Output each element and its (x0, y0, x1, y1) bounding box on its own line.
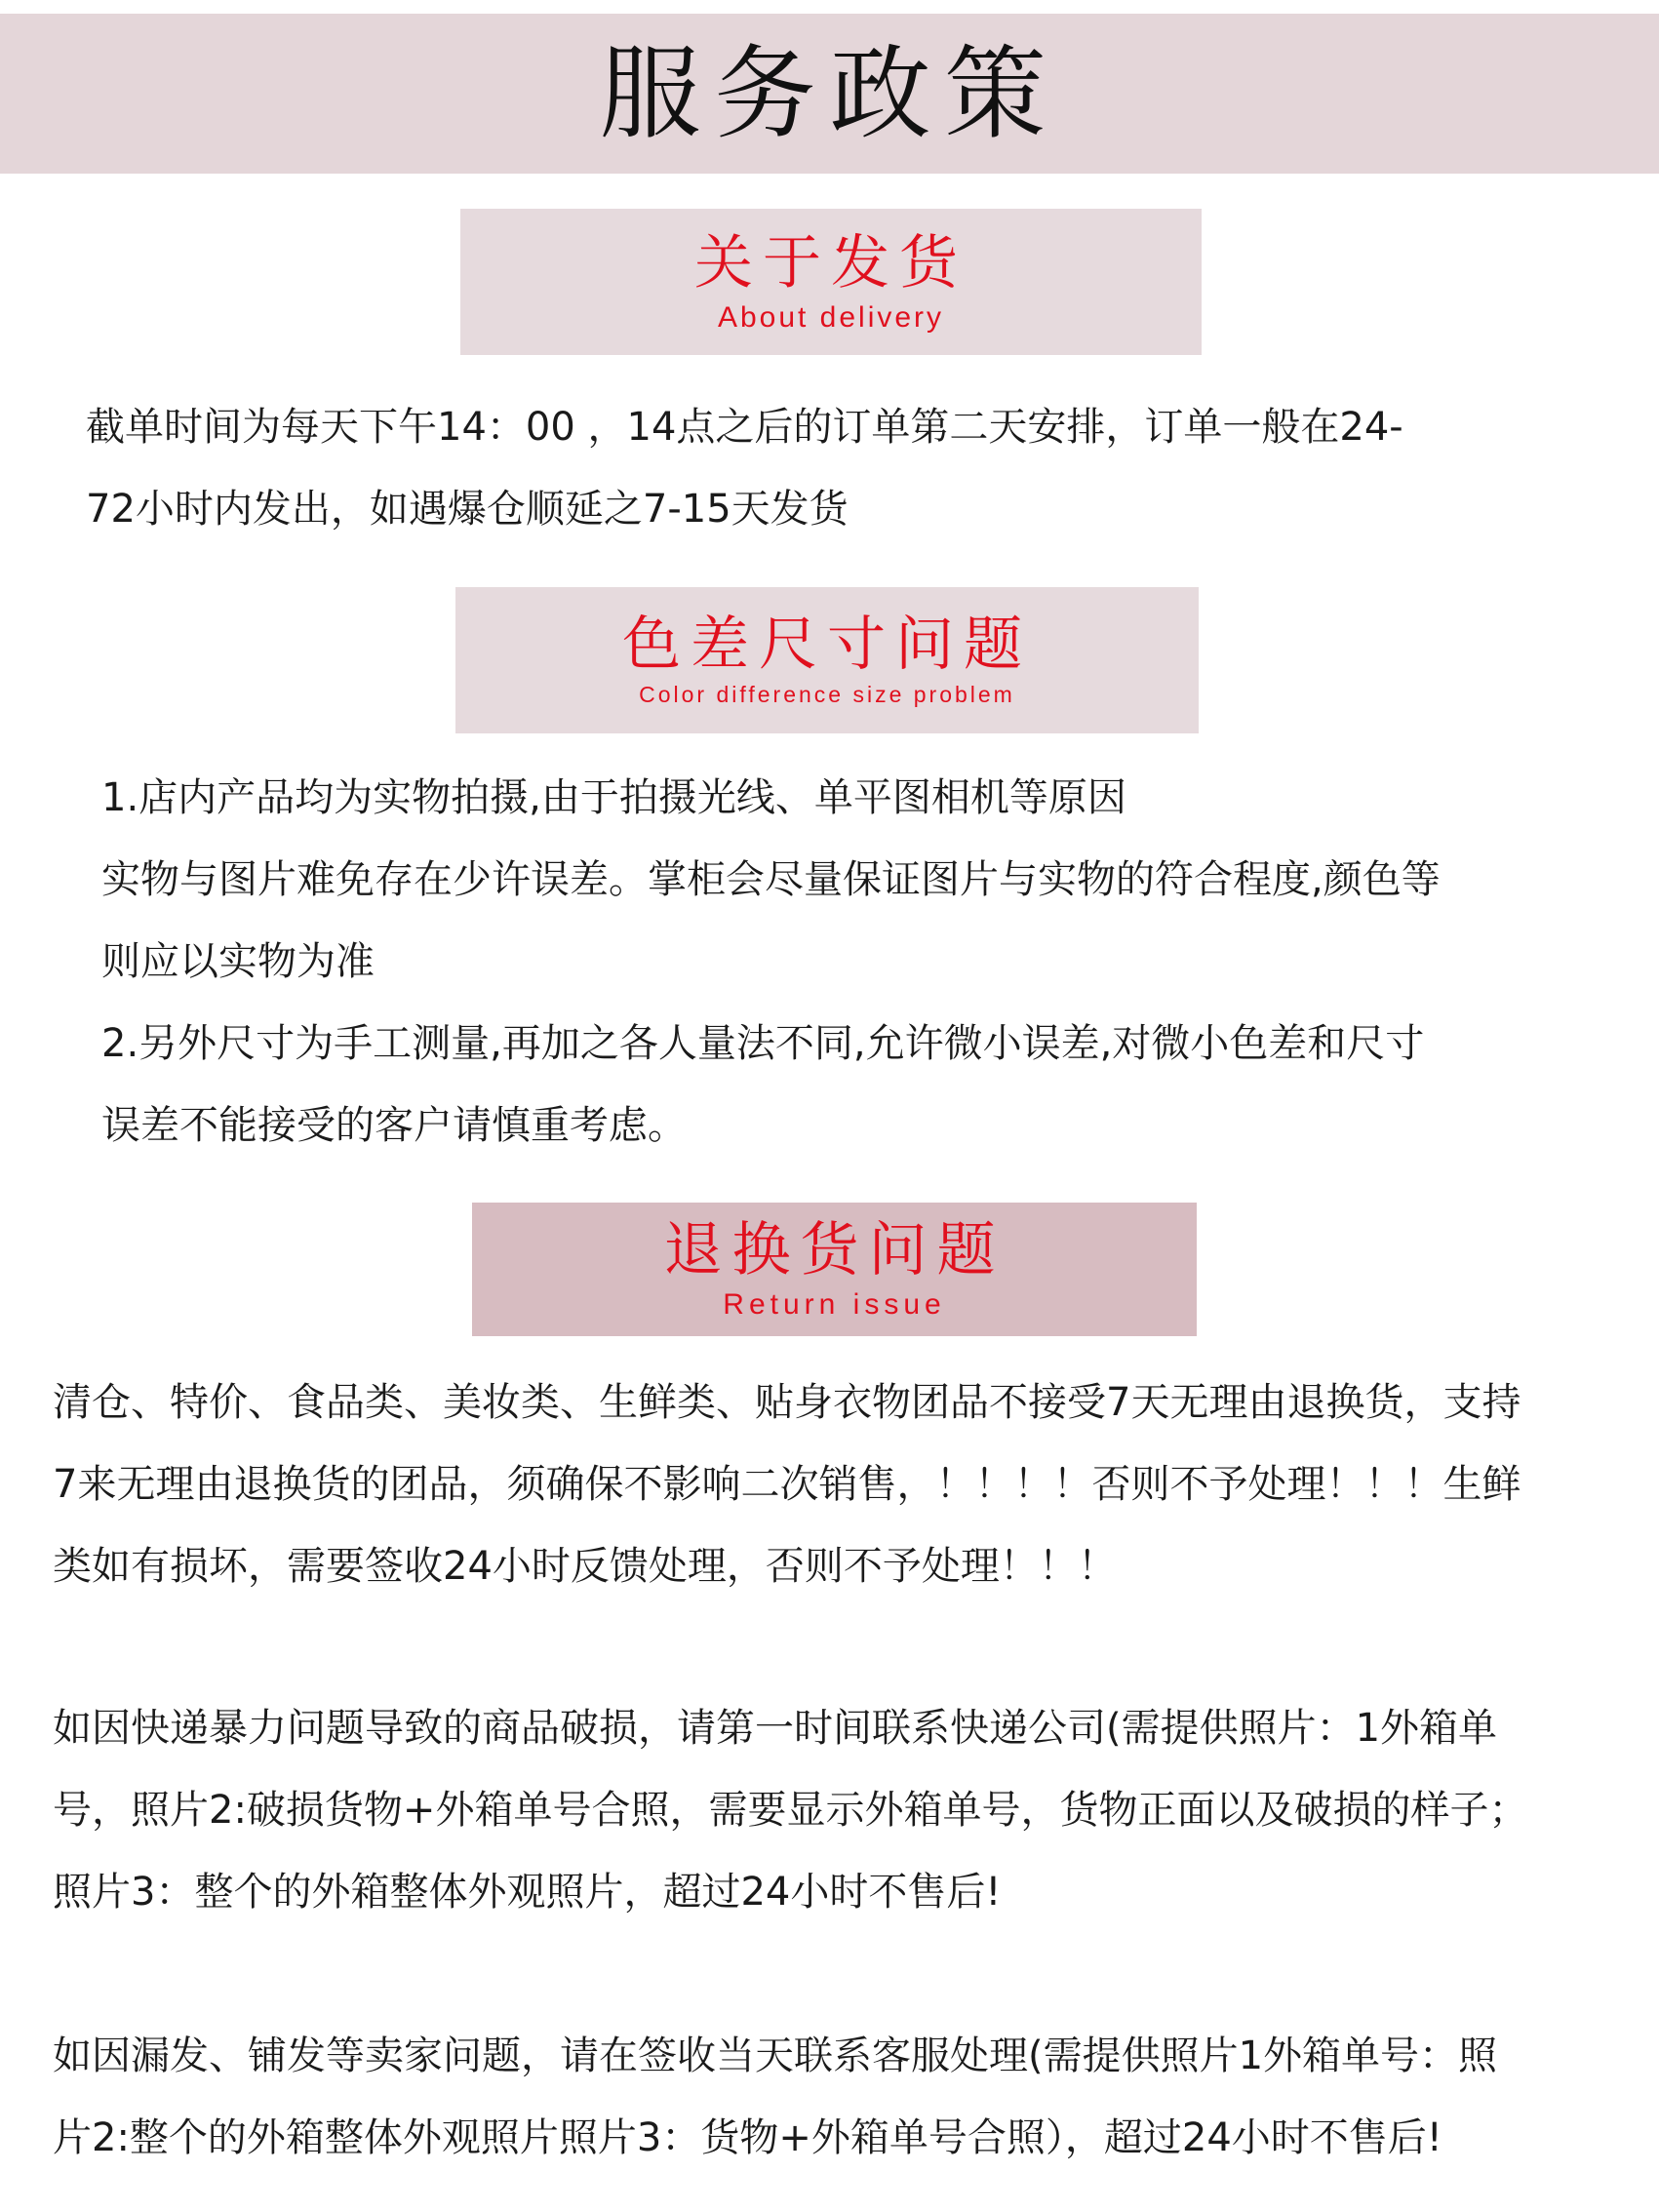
delivery-heading-box (460, 209, 1202, 355)
delivery-text (86, 386, 1403, 550)
delivery-line: 截单时间为每天下午14：00 ，14点之后的订单第二天安排，订单一般在24- (86, 405, 1403, 450)
returns-line: 清仓、特价、食品类、美妆类、生鲜类、贴身衣物团品不接受7天无理由退换货，支持 (53, 1380, 1521, 1425)
color-size-line: 1.店内产品均为实物拍摄,由于拍摄光线、单平图相机等原因 (101, 775, 1126, 820)
returns-subtitle: Return issue (723, 1288, 946, 1321)
returns-line: 号，照片2:破损货物+外箱单号合照，需要显示外箱单号，货物正面以及破损的样子； (53, 1788, 1528, 1833)
color-size-heading-box (455, 587, 1199, 733)
returns-title: 退换货问题 (663, 1216, 1006, 1284)
returns-line: 片2:整个的外箱整体外观照片照片3：货物+外箱单号合照），超过24小时不售后! (53, 2115, 1442, 2160)
color-size-line: 实物与图片难免存在少许误差。掌柜会尽量保证图片与实物的符合程度,颜色等 (101, 857, 1441, 902)
color-size-subtitle: Color difference size problem (639, 682, 1015, 708)
returns-line: 7来无理由退换货的团品，须确保不影响二次销售，！！！！否则不予处理！！！生鲜 (53, 1462, 1521, 1507)
returns-paragraph-3 (53, 2015, 1497, 2179)
returns-line: 类如有损坏，需要签收24小时反馈处理，否则不予处理！！！ (53, 1544, 1117, 1589)
returns-line: 照片3：整个的外箱整体外观照片，超过24小时不售后! (53, 1870, 1002, 1915)
returns-line: 如因漏发、铺发等卖家问题，请在签收当天联系客服处理(需提供照片1外箱单号：照 (53, 2034, 1498, 2078)
color-size-line: 则应以实物为准 (101, 939, 375, 984)
returns-paragraph-1 (53, 1362, 1521, 1607)
header-banner (0, 14, 1659, 174)
color-size-line: 2.另外尺寸为手工测量,再加之各人量法不同,允许微小误差,对微小色差和尺寸 (101, 1021, 1425, 1066)
color-size-text (101, 757, 1441, 1166)
delivery-title: 关于发货 (694, 228, 968, 297)
returns-heading-box (472, 1203, 1197, 1336)
page-title: 服务政策 (599, 34, 1060, 153)
delivery-subtitle: About delivery (717, 300, 945, 334)
color-size-title: 色差尺寸问题 (622, 611, 1032, 680)
returns-line: 如因快递暴力问题导致的商品破损，请第一时间联系快递公司(需提供照片：1外箱单 (53, 1706, 1498, 1751)
delivery-line: 72小时内发出，如遇爆仓顺延之7-15天发货 (86, 487, 849, 532)
returns-paragraph-2 (53, 1687, 1527, 1933)
color-size-line: 误差不能接受的客户请慎重考虑。 (101, 1103, 687, 1148)
